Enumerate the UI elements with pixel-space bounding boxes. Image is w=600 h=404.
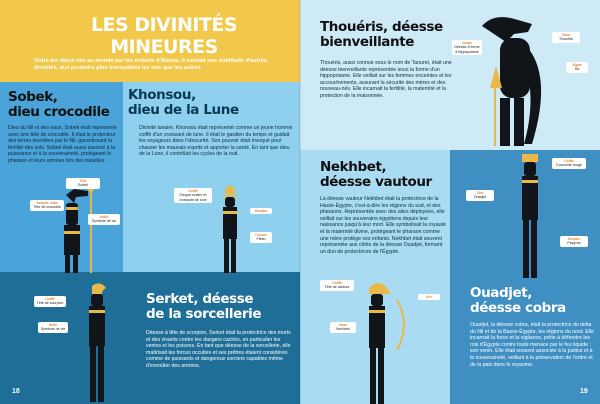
- nekhbet-title: Nekhbet, déesse vautour: [320, 159, 432, 191]
- khonsou-label-2: Sceptre: [250, 208, 272, 214]
- ouadjet-figure: [500, 152, 560, 280]
- khonsou-label-3: Crosse Fléau: [250, 232, 272, 243]
- thoueris-figure: [470, 8, 560, 150]
- nekhbet-figure: [345, 280, 415, 404]
- ouadjet-body: Ouadjet, la déesse cobra, était la protectrice du delta du Nil et de la Basse-Égypte, les régions du nord. Elle incarnait la force et la vigilance, prête à défendre les rois d'Égypte contre toute menace par le feu liquide : son venin. Elle était souvent associée à la justice et à la souveraineté, veillant à la préservation de l'ordre et de la paix dans le royaume.: [470, 322, 594, 368]
- serket-label-1: Coiffe Tête de scorpion: [34, 296, 66, 307]
- thoueris-label-1: Corps Déesse à forme d'hippopotame: [452, 40, 482, 55]
- ouadjet-title: Ouadjet, déesse cobra: [470, 285, 566, 317]
- ouadjet-label-3: Sceptre Papyrus: [560, 236, 588, 247]
- sobek-label-3: Ankh Symbole de vie: [88, 214, 120, 225]
- intro-text: Outre les dieux mis au monde par les enfants d'Atoum, il existait une multitude d'autres divinités, aux pouvoirs plus incroyables les uns que les autres.: [34, 58, 267, 71]
- thoueris-label-2: Nom Thouéris: [552, 32, 580, 43]
- sobek-label-1: Tête Sobek: [66, 178, 100, 189]
- page-gutter: [299, 0, 301, 404]
- thoueris-label-3: Signe Sa: [566, 62, 588, 73]
- ouadjet-label-2: Tête Ouadjet: [466, 190, 494, 201]
- serket-figure: [72, 282, 122, 404]
- serket-label-2: Ankh Symbole de vie: [38, 322, 68, 333]
- nekhbet-label-2: Arc: [418, 294, 440, 300]
- nekhbet-label-1: Coiffe Tête de vautour: [320, 280, 354, 291]
- sobek-label-2: Sceptre ouas Tête de crocodile: [30, 200, 64, 211]
- khonsou-figure: [210, 185, 250, 273]
- thoueris-title: Thouéris, déesse bienveillante: [320, 19, 443, 51]
- serket-title: Serket, déesse de la sorcellerie: [146, 291, 262, 323]
- page-number-left: 18: [12, 388, 20, 395]
- sobek-title: Sobek, dieu crocodile: [8, 89, 110, 121]
- page-number-right: 19: [580, 388, 588, 395]
- thoueris-body: Thouéris, aussi connue sous le nom de Taouret, était une déesse bienveillante représentée sous la forme d'un hippopotame. Elle veillait sur les femmes enceintes et les accouchements, assurant la sécurité des mères et des nouveau-nés. Elle incarnait la fertilité, la maternité et la protection de la maisonnée.: [320, 60, 452, 99]
- nekhbet-label-3: Nom Nekhbet: [330, 322, 356, 333]
- khonsou-body: Divinité lunaire, Khonsou était représenté comme un jeune homme coiffé d'un croissant de lune. Il était le gardien du temps et guidait les voyageurs dans l'obscurité. Son pouvoir était invoqué pour chasser les mauvais esprits et apporter la santé. En tant que dieu de la Lune, il contrôlait les cycles de la nuit.: [139, 125, 293, 158]
- ouadjet-label-1: Coiffe Couronne rouge: [552, 158, 586, 169]
- serket-body: Déesse à tête de scorpion, Serket était la protectrice des morts et des vivants contre les dangers cachés, en particulier les venins et les poisons. En tant que déesse de la sorcellerie, elle maîtrisait les forces occultes et ses prêtres étaient considérés comme de puissants et dangereux sorciers capables même d'envoûter des armées.: [146, 330, 291, 369]
- nekhbet-body: La déesse vautour Nekhbet était la protectrice de la Haute-Égypte, c'est-à-dire les régions du sud, et des pharaons. Représentée avec des ailes déployées, elle veillait sur les souverains égyptiens depuis leur naissance jusqu'à leur mort. Elle symbolisait la royauté et la maternité divine, protégeant le pharaon comme une mère protège ses enfants. Nekhbet était souvent représentée aux côtés de la déesse Ouadjet, formant un duo de protectrices de l'Égypte.: [320, 196, 446, 255]
- khonsou-title: Khonsou, dieu de la Lune: [128, 87, 239, 119]
- khonsou-label-1: Coiffe Disque lunaire et croissant de lune: [174, 188, 212, 203]
- sobek-figure: [40, 185, 110, 273]
- sobek-body: Dieu du Nil et des eaux, Sobek était représenté avec une tête de crocodile. Il était le protecteur des terres inondées par le Nil, garantissant la fertilité des sols. Sobek était aussi associé à la puissance et à la souveraineté, protégeant le pharaon et leurs armées lors des batailles.: [8, 125, 117, 164]
- page-title: LES DIVINITÉS MINEURES: [90, 14, 238, 58]
